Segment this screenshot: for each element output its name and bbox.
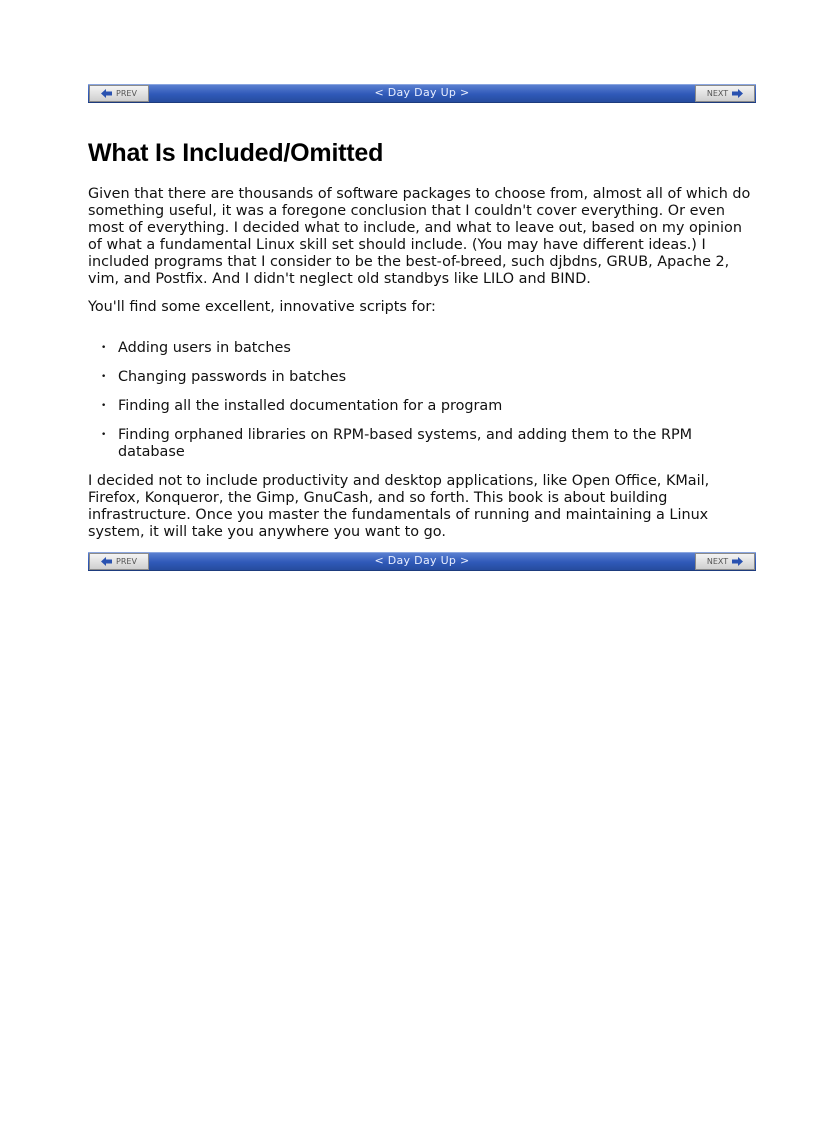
list-item: • Finding orphaned libraries on RPM-based systems, and adding them to the RPM database (88, 427, 738, 461)
next-button[interactable] (695, 553, 755, 570)
list-item: • Adding users in batches (88, 340, 738, 357)
prev-label: PREV (116, 557, 137, 566)
nav-center-link[interactable]: < Day Day Up > (374, 86, 470, 99)
paragraph-omitted: I decided not to include productivity and desktop applications, like Open Office, KMail, Firefox, Konqueror, the Gimp, GnuCash, and so forth. This book is about building infrastructure. Once you master the fundamentals of running and maintaining a Linux system, it will take you anywhere you want to go. (88, 473, 710, 540)
prev-label: PREV (116, 89, 137, 98)
paragraph-intro: Given that there are thousands of software packages to choose from, almost all of which do something useful, it was a foregone conclusion that I couldn't cover everything. Or even most of everything. I decided what to include, and what to leave out, based on my opinion of what a fundamental Linux skill set should include. (You may have different ideas.) I included programs that I consider to be the best-of-breed, such djbdns, GRUB, Apache 2, vim, and Postfix. And I didn't neglect old standbys like LILO and BIND. (88, 186, 751, 287)
next-label: NEXT (706, 89, 729, 98)
paragraph-scripts-lead: You'll find some excellent, innovative scripts for: (88, 299, 436, 315)
top-nav-bar (88, 84, 756, 103)
next-button[interactable] (695, 85, 755, 102)
next-label: NEXT (706, 557, 729, 566)
bottom-nav-bar (88, 552, 756, 571)
list-item: • Finding all the installed documentation for a program (88, 398, 738, 415)
scripts-list (88, 340, 738, 473)
list-item: • Changing passwords in batches (88, 369, 738, 386)
right-arrow-icon (732, 89, 743, 98)
right-arrow-icon (732, 557, 743, 566)
page-title: What Is Included/Omitted (88, 139, 384, 167)
nav-center-link[interactable]: < Day Day Up > (374, 554, 470, 567)
